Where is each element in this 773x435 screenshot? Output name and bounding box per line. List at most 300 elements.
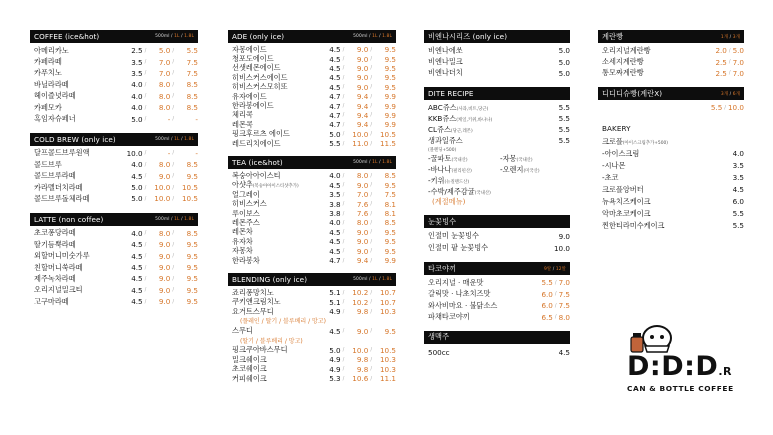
menu-item bbox=[428, 277, 570, 288]
section-title: BLENDING (only ice) bbox=[232, 275, 308, 285]
menu-item bbox=[232, 256, 396, 265]
price: 2.5 bbox=[715, 68, 727, 78]
menu-item bbox=[428, 242, 570, 254]
bakery-section bbox=[598, 122, 744, 232]
item-name-cell bbox=[428, 114, 559, 124]
price-group bbox=[559, 114, 570, 123]
menu-item bbox=[428, 68, 570, 79]
section-header bbox=[424, 215, 570, 228]
menu-item bbox=[232, 111, 396, 120]
fruit-right bbox=[500, 154, 533, 164]
item-name: 생과일쥬스 bbox=[428, 135, 463, 145]
price-sep: / bbox=[342, 103, 345, 110]
item-name: 콜드브루라떼 bbox=[34, 171, 76, 181]
item-name: 크로플 bbox=[602, 137, 623, 147]
price: 8.5 bbox=[186, 91, 198, 101]
item-name: 친할머니쑥라떼 bbox=[34, 262, 83, 272]
item-name: 아메리카노 bbox=[34, 45, 69, 55]
price: 4.0 bbox=[131, 80, 143, 90]
price: 11.1 bbox=[379, 374, 396, 384]
price-group bbox=[323, 83, 396, 92]
price-group bbox=[125, 194, 198, 203]
menu-item bbox=[34, 285, 198, 296]
item-name: 악마초코케이크 bbox=[602, 208, 651, 218]
fruit-left bbox=[428, 176, 500, 186]
item-name: 갈릭맛 · 나초치즈맛 bbox=[428, 289, 491, 299]
price-sep: / bbox=[144, 230, 147, 237]
price-group bbox=[323, 92, 396, 101]
item-name: 레드리치에이드 bbox=[232, 138, 281, 148]
price-sep: / bbox=[370, 191, 372, 198]
price: 5.0 bbox=[158, 46, 171, 56]
price-group bbox=[125, 58, 198, 67]
price: 6.5 bbox=[541, 312, 553, 322]
price: 4.5 bbox=[131, 274, 143, 284]
item-name-cell bbox=[34, 285, 125, 295]
price: 8.0 bbox=[158, 160, 171, 170]
price-group bbox=[541, 313, 570, 322]
price: 4.5 bbox=[131, 285, 143, 295]
price-sep: / bbox=[370, 257, 372, 264]
item-name: 통모짜계란빵 bbox=[602, 68, 644, 78]
price-sep: / bbox=[554, 291, 557, 298]
price: 4.5 bbox=[329, 246, 341, 256]
menu-column-3 bbox=[424, 30, 570, 367]
price: 10.3 bbox=[379, 355, 396, 365]
price: 4.5 bbox=[329, 82, 341, 92]
item-name: 한라봉에이드 bbox=[232, 101, 274, 111]
price: 5.5 bbox=[558, 103, 570, 113]
price-group bbox=[559, 69, 570, 78]
blending-section bbox=[228, 273, 396, 383]
menu-item bbox=[428, 311, 570, 322]
price-sep: / bbox=[342, 201, 345, 208]
price-sep: / bbox=[370, 74, 372, 81]
price: 4.5 bbox=[558, 347, 570, 357]
price: 10.7 bbox=[379, 288, 396, 298]
price-group bbox=[125, 274, 198, 283]
price: 4.7 bbox=[329, 120, 341, 130]
price-sep: / bbox=[144, 59, 147, 66]
price: 5.0 bbox=[732, 46, 744, 56]
section-title: 생맥주 bbox=[428, 332, 450, 342]
menu-item bbox=[34, 273, 198, 284]
item-name: 아샷추 bbox=[232, 180, 253, 190]
size-legend: 500ml / 1L / 1.8L bbox=[353, 277, 392, 283]
price-sep: / bbox=[342, 191, 345, 198]
price-group bbox=[323, 190, 396, 199]
menu-item bbox=[34, 45, 198, 56]
price-sep: / bbox=[144, 241, 147, 248]
price-group bbox=[323, 111, 396, 120]
price: 5.0 bbox=[329, 345, 341, 355]
item-name: 소세지계란빵 bbox=[602, 57, 644, 67]
price: - bbox=[195, 114, 198, 124]
price-sep: / bbox=[370, 328, 372, 335]
price: 9.9 bbox=[384, 92, 396, 102]
price-sep: / bbox=[144, 264, 147, 271]
item-name-cell bbox=[34, 46, 125, 56]
price-sep: / bbox=[172, 253, 174, 260]
menu-item bbox=[232, 73, 396, 82]
item-name-cell bbox=[428, 136, 559, 146]
item-name: 파채타코야끼 bbox=[428, 312, 470, 322]
menu-item bbox=[602, 56, 744, 67]
item-note: (당근,레몬) bbox=[450, 128, 473, 134]
item-name-cell bbox=[428, 312, 541, 322]
price-sep: / bbox=[342, 248, 345, 255]
beer-section bbox=[424, 331, 570, 359]
item-name: 초코쉐이크 bbox=[232, 364, 267, 374]
section-header bbox=[598, 122, 744, 135]
item-name-cell bbox=[602, 221, 733, 231]
price: 4.0 bbox=[131, 91, 143, 101]
price-group bbox=[323, 45, 396, 54]
price: 5.0 bbox=[131, 194, 143, 204]
price-sep: / bbox=[172, 298, 174, 305]
item-name-cell bbox=[428, 46, 559, 56]
item-name: 한라봉차 bbox=[232, 255, 260, 265]
price-sep: / bbox=[172, 264, 174, 271]
fruit-origin: (필리핀산) bbox=[451, 168, 472, 174]
price: 8.0 bbox=[356, 171, 369, 181]
item-name-cell bbox=[34, 183, 125, 193]
price-group bbox=[541, 290, 570, 299]
menu-item bbox=[232, 298, 396, 307]
price-sep: / bbox=[144, 70, 147, 77]
section-title: 디디디슈빵(계란X) bbox=[602, 88, 663, 98]
price: 4.5 bbox=[329, 73, 341, 83]
item-name: 청포도에이드 bbox=[232, 54, 274, 64]
price-sep: / bbox=[342, 328, 345, 335]
price-sep: / bbox=[728, 47, 731, 54]
item-name-cell bbox=[232, 374, 323, 384]
price: 9.0 bbox=[158, 285, 171, 295]
item-name-cell bbox=[428, 278, 541, 288]
price-group bbox=[323, 73, 396, 82]
price: 9.4 bbox=[356, 92, 369, 102]
price-sep: / bbox=[370, 375, 372, 382]
fruit-origin: (뉴질랜드산) bbox=[444, 179, 470, 185]
item-name: 오리지널 · 매운맛 bbox=[428, 277, 484, 287]
price-sep: / bbox=[172, 116, 174, 123]
price: 9.0 bbox=[356, 227, 369, 237]
price-group bbox=[323, 237, 396, 246]
item-name-cell bbox=[34, 91, 125, 101]
price-sep: / bbox=[370, 289, 372, 296]
price: 5.3 bbox=[329, 374, 341, 384]
item-name: 유자차 bbox=[232, 236, 253, 246]
price: 4.0 bbox=[329, 171, 341, 181]
price: 10.3 bbox=[379, 307, 396, 317]
price: 9.5 bbox=[186, 171, 198, 181]
price-group bbox=[559, 232, 570, 241]
section-title: BAKERY bbox=[602, 123, 631, 133]
fruit-left bbox=[428, 187, 500, 197]
price-group bbox=[323, 218, 396, 227]
price-group bbox=[125, 46, 198, 55]
item-name: 복숭아아이스티 bbox=[232, 171, 281, 180]
price-sep: / bbox=[144, 253, 147, 260]
section-title: DITE RECIPE bbox=[428, 89, 474, 99]
price: 9.0 bbox=[356, 326, 369, 336]
price-sep: / bbox=[342, 257, 345, 264]
item-name: 바닐라라떼 bbox=[34, 79, 69, 89]
price: 4.0 bbox=[131, 160, 143, 170]
price: 9.0 bbox=[356, 246, 369, 256]
fruit-line bbox=[428, 153, 570, 164]
price-sep: / bbox=[342, 347, 345, 354]
price-sep: / bbox=[370, 121, 372, 128]
price: 9.0 bbox=[356, 63, 369, 73]
vienna-section bbox=[424, 30, 570, 79]
price: 8.0 bbox=[158, 103, 171, 113]
item-name-cell bbox=[34, 228, 125, 238]
price: 10.5 bbox=[379, 345, 396, 355]
item-name-cell bbox=[602, 161, 733, 171]
menu-item bbox=[428, 113, 570, 124]
price: 9.4 bbox=[356, 256, 369, 265]
price-sep: / bbox=[370, 46, 372, 53]
price-sep: / bbox=[370, 248, 372, 255]
price-group bbox=[554, 244, 570, 253]
price-group bbox=[323, 247, 396, 256]
price-group bbox=[125, 229, 198, 238]
menu-item bbox=[602, 184, 744, 196]
price-group bbox=[323, 288, 396, 297]
menu-item bbox=[34, 102, 198, 113]
item-name: 죠리퐁망치노 bbox=[232, 287, 274, 297]
price: 7.0 bbox=[356, 190, 369, 200]
price-sep: / bbox=[342, 229, 345, 236]
item-name-cell bbox=[428, 348, 559, 357]
price: 7.5 bbox=[186, 68, 198, 78]
price-sep: / bbox=[342, 65, 345, 72]
item-name: 제주녹차라떼 bbox=[34, 273, 76, 283]
price: 10.0 bbox=[154, 194, 171, 204]
price: - bbox=[167, 148, 171, 158]
price-sep: / bbox=[172, 287, 174, 294]
price: 8.0 bbox=[158, 228, 171, 238]
price-sep: / bbox=[144, 195, 147, 202]
price-sep: / bbox=[172, 70, 174, 77]
latte-section bbox=[30, 213, 198, 308]
price: 9.0 bbox=[158, 274, 171, 284]
price-sep: / bbox=[342, 299, 345, 306]
item-name: 핑크후르츠 에이드 bbox=[232, 129, 290, 139]
price-sep: / bbox=[144, 275, 147, 282]
menu-item bbox=[34, 193, 198, 204]
price-sep: / bbox=[370, 347, 372, 354]
item-name: 카페라떼 bbox=[34, 57, 62, 67]
price: 3.5 bbox=[732, 173, 744, 183]
price: 5.5 bbox=[541, 278, 553, 288]
price-sep: / bbox=[172, 104, 174, 111]
item-note: (사과,비트,당근) bbox=[456, 106, 489, 112]
section-header bbox=[424, 30, 570, 43]
item-note: (플레인 / 딸기 / 블루베리 / 망고) bbox=[240, 318, 326, 326]
item-name-cell bbox=[34, 194, 125, 204]
item-name: 비엔나더치 bbox=[428, 68, 463, 78]
section-title: COFFEE (ice&hot) bbox=[34, 32, 100, 41]
price-group bbox=[125, 160, 198, 169]
price: 4.9 bbox=[329, 355, 341, 365]
menu-item bbox=[232, 237, 396, 246]
price: 9.4 bbox=[356, 110, 369, 120]
price: 7.5 bbox=[384, 190, 396, 200]
price: 8.0 bbox=[158, 80, 171, 90]
price-sep: / bbox=[144, 116, 147, 123]
price-sep: / bbox=[342, 219, 345, 226]
menu-item bbox=[34, 56, 198, 67]
price: 5.1 bbox=[329, 297, 341, 307]
price: 4.5 bbox=[329, 63, 341, 73]
size-legend: 500ml / 1L / 1.8L bbox=[353, 160, 392, 166]
price: 9.5 bbox=[186, 251, 198, 261]
price-group bbox=[125, 69, 198, 78]
price-sep: / bbox=[370, 103, 372, 110]
price-sep: / bbox=[370, 299, 372, 306]
price: 4.5 bbox=[732, 185, 744, 195]
item-note: (딸기 / 블루베리 / 망고) bbox=[240, 337, 303, 345]
menu-item bbox=[232, 92, 396, 101]
price: 10.0 bbox=[727, 103, 744, 113]
fruit-left bbox=[428, 165, 500, 175]
price-sep: / bbox=[370, 131, 372, 138]
fruit-line bbox=[428, 164, 570, 175]
price-sep: / bbox=[172, 195, 174, 202]
price-group bbox=[559, 136, 570, 145]
price: 2.0 bbox=[715, 46, 727, 56]
menu-item bbox=[428, 45, 570, 56]
price: 4.7 bbox=[329, 92, 341, 102]
price: 4.5 bbox=[131, 263, 143, 273]
price: 9.5 bbox=[186, 274, 198, 284]
cold-brew-section bbox=[30, 133, 198, 205]
menu-column-2 bbox=[228, 30, 396, 391]
item-name: 인절미 눈꽃빙수 bbox=[428, 231, 479, 241]
price-sep: / bbox=[370, 356, 372, 363]
menu-item bbox=[232, 64, 396, 73]
item-name: 비엔나밀크 bbox=[428, 57, 463, 67]
price: 5.5 bbox=[710, 103, 723, 113]
price: 8.0 bbox=[356, 218, 369, 228]
price-sep: / bbox=[554, 302, 557, 309]
price-sep: / bbox=[370, 219, 372, 226]
item-name-cell bbox=[34, 57, 125, 67]
item-name: 뉴욕치즈케이크 bbox=[602, 196, 651, 206]
coffee-section bbox=[30, 30, 198, 125]
item-name-cell bbox=[232, 139, 323, 149]
menu-item bbox=[34, 171, 198, 182]
item-name-cell bbox=[428, 289, 541, 299]
price-sep: / bbox=[370, 65, 372, 72]
item-note: (복숭아아이스티샷추가) bbox=[252, 184, 299, 190]
price: 4.5 bbox=[329, 227, 341, 237]
item-name: 오리지널계란빵 bbox=[602, 45, 651, 55]
size-legend: 500ml / 1L / 1.8L bbox=[155, 136, 194, 142]
price: 4.9 bbox=[329, 307, 341, 317]
price-group bbox=[715, 69, 744, 78]
price: 9.0 bbox=[158, 171, 171, 181]
price-group bbox=[125, 286, 198, 295]
price-group bbox=[715, 46, 744, 55]
item-name: 500cc bbox=[428, 347, 450, 357]
count-legend: 9알 / 12알 bbox=[544, 266, 566, 272]
section-title: 계란빵 bbox=[602, 31, 624, 41]
fruit-name: -자몽 bbox=[500, 153, 517, 163]
price: 10.0 bbox=[352, 129, 369, 139]
item-name-cell bbox=[428, 301, 541, 311]
price: 10.5 bbox=[181, 183, 198, 193]
price: 4.5 bbox=[329, 326, 341, 336]
item-name: 외할머니미숫가루 bbox=[34, 251, 90, 261]
menu-item bbox=[34, 239, 198, 250]
price: 10.5 bbox=[181, 194, 198, 204]
price: 10.6 bbox=[352, 374, 369, 384]
price: 9.5 bbox=[384, 180, 396, 190]
price: 8.5 bbox=[186, 103, 198, 113]
item-name-cell bbox=[602, 173, 733, 183]
item-name-cell bbox=[34, 103, 125, 113]
price: 9.0 bbox=[356, 73, 369, 83]
price-sep: / bbox=[172, 81, 174, 88]
menu-item bbox=[232, 54, 396, 63]
price: 9.5 bbox=[384, 63, 396, 73]
item-name: KKB쥬스 bbox=[428, 113, 457, 123]
item-note: (아이스크림추가+500) bbox=[622, 141, 669, 147]
menu-item bbox=[232, 346, 396, 355]
item-name-cell bbox=[602, 68, 715, 78]
price-sep: / bbox=[342, 56, 345, 63]
price-group bbox=[125, 80, 198, 89]
price: 9.5 bbox=[384, 326, 396, 336]
price: 5.0 bbox=[329, 129, 341, 139]
price-sep: / bbox=[370, 84, 372, 91]
item-name: -아이스크림 bbox=[602, 148, 640, 158]
price: 7.5 bbox=[558, 289, 570, 299]
price-sep: / bbox=[342, 93, 345, 100]
item-name-cell bbox=[34, 160, 125, 170]
menu-column-1 bbox=[30, 30, 198, 315]
price-group bbox=[323, 200, 396, 209]
price-group bbox=[733, 197, 744, 206]
menu-item bbox=[232, 130, 396, 139]
price: 4.0 bbox=[131, 228, 143, 238]
menu-item bbox=[232, 101, 396, 110]
brand-tagline: CAN & BOTTLE COFFEE bbox=[627, 384, 734, 393]
price: 9.0 bbox=[356, 82, 369, 92]
price-sep: / bbox=[144, 161, 147, 168]
item-name-cell bbox=[602, 209, 733, 219]
menu-item bbox=[232, 374, 396, 383]
takoyaki-section bbox=[424, 262, 570, 323]
price-group bbox=[559, 348, 570, 357]
price: 5.5 bbox=[186, 46, 198, 56]
price-group bbox=[323, 307, 396, 316]
item-name: 찐한티라미수케이크 bbox=[602, 220, 665, 230]
price: 9.5 bbox=[384, 227, 396, 237]
item-name: 카페모카 bbox=[34, 102, 62, 112]
price: 9.8 bbox=[356, 355, 369, 365]
menu-item bbox=[34, 182, 198, 193]
price-sep: / bbox=[342, 289, 345, 296]
price-group bbox=[323, 327, 396, 336]
price: 10.0 bbox=[126, 148, 143, 158]
menu-item bbox=[34, 250, 198, 261]
menu-item bbox=[232, 365, 396, 374]
price: 3.5 bbox=[732, 161, 744, 171]
